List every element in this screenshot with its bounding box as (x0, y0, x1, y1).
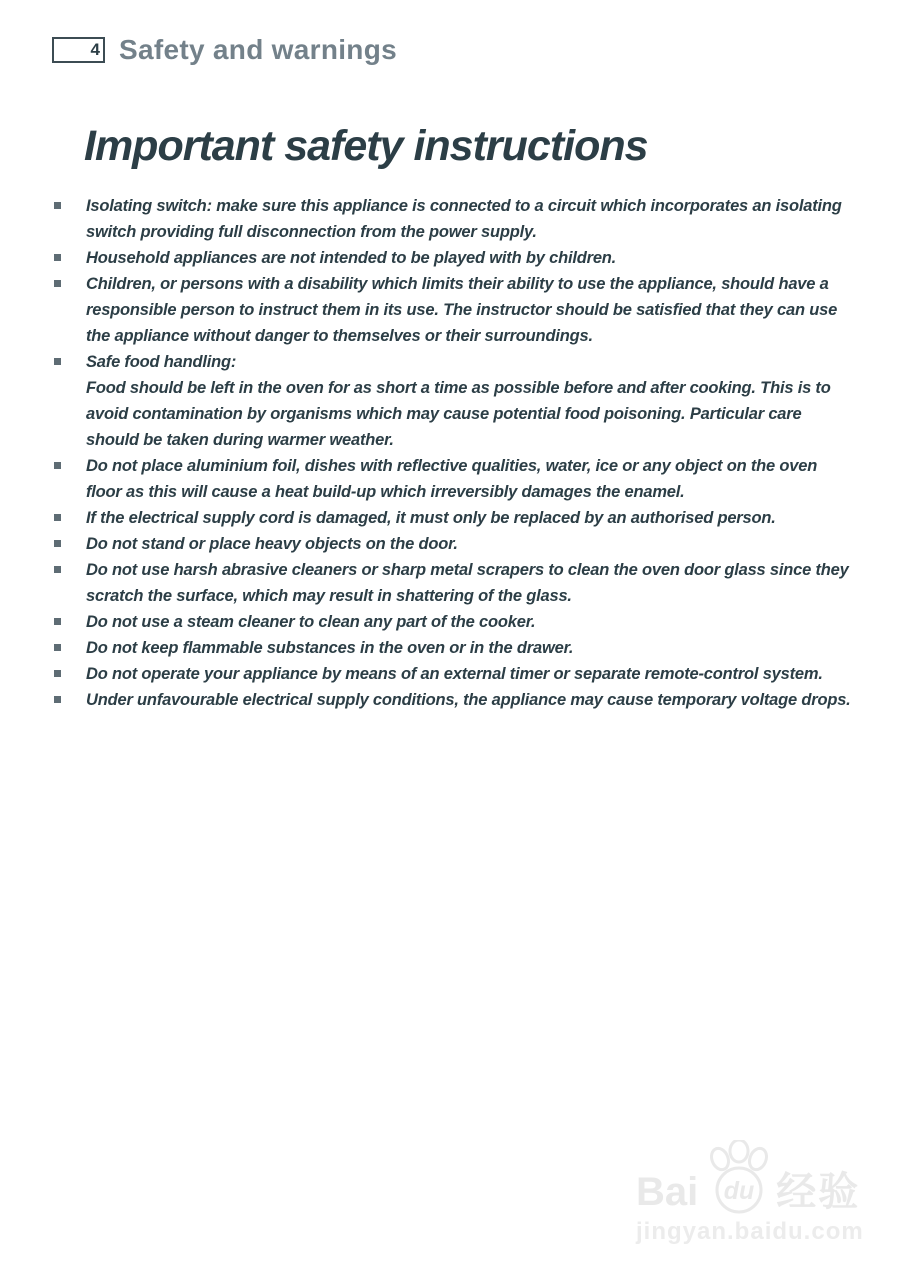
list-item-text: Do not operate your appliance by means of an external timer or separate remote-control system. (86, 665, 823, 683)
bullet-square-icon (54, 358, 61, 365)
list-item-text: Do not keep flammable substances in the oven or in the drawer. (86, 639, 574, 657)
watermark-brand-text: Bai (636, 1170, 699, 1214)
bullet-square-icon (54, 696, 61, 703)
list-item-text: Do not stand or place heavy objects on the door. (86, 535, 458, 553)
list-item (52, 557, 852, 609)
list-item (52, 453, 852, 505)
list-item (52, 245, 852, 271)
section-title: Safety and warnings (119, 34, 397, 65)
bullet-square-icon (54, 462, 61, 469)
list-item (52, 609, 852, 635)
page-number-box (52, 37, 105, 63)
watermark-suffix-text: 经验 (776, 1170, 861, 1214)
list-item-text: Do not use a steam cleaner to clean any part of the cooker. (86, 613, 536, 631)
baidu-paw-icon (700, 1140, 774, 1216)
bullet-square-icon (54, 618, 61, 625)
bullet-square-icon (54, 254, 61, 261)
watermark-brand-row (636, 1140, 896, 1216)
list-item-text: Household appliances are not intended to be played with by children. (86, 249, 617, 267)
bullet-square-icon (54, 670, 61, 677)
bullet-square-icon (54, 202, 61, 209)
safety-instructions-list (52, 193, 852, 713)
list-item (52, 349, 852, 453)
bullet-square-icon (54, 514, 61, 521)
watermark-url: jingyan.baidu.com (636, 1218, 864, 1245)
bullet-square-icon (54, 280, 61, 287)
page-header (52, 34, 397, 66)
list-item-text: Do not use harsh abrasive cleaners or sharp metal scrapers to clean the oven door glass since they scratch the surface, which may result in shattering of the glass. (86, 561, 849, 605)
bullet-square-icon (54, 540, 61, 547)
list-item (52, 193, 852, 245)
list-item-continuation: Food should be left in the oven for as short a time as possible before and after cooking. This is to avoid contamination by organisms which may cause potential food poisoning. Particular care should be taken during warmer weather. (86, 379, 831, 449)
list-item-text: Do not place aluminium foil, dishes with reflective qualities, water, ice or any object on the oven floor as this will cause a heat build-up which irreversibly damages the enamel. (86, 457, 818, 501)
page-title: Important safety instructions (84, 122, 648, 170)
list-item-text: Safe food handling: (86, 353, 237, 371)
baidu-jingyan-watermark (636, 1140, 896, 1246)
list-item (52, 687, 852, 713)
list-item (52, 271, 852, 349)
bullet-square-icon (54, 644, 61, 651)
list-item-text: If the electrical supply cord is damaged, it must only be replaced by an authorised person. (86, 509, 776, 527)
list-item-text: Isolating switch: make sure this appliance is connected to a circuit which incorporates an isolating switch providing full disconnection from the power supply. (86, 197, 842, 241)
bullet-square-icon (54, 566, 61, 573)
page-number: 4 (90, 39, 100, 59)
list-item (52, 505, 852, 531)
list-item (52, 635, 852, 661)
list-item (52, 661, 852, 687)
list-item-text: Under unfavourable electrical supply conditions, the appliance may cause temporary voltage drops. (86, 691, 851, 709)
watermark-paw-text: du (723, 1177, 755, 1205)
list-item (52, 531, 852, 557)
list-item-text: Children, or persons with a disability which limits their ability to use the appliance, should have a responsible person to instruct them in its use. The instructor should be satisfied that they can use the appliance without danger to themselves or their surroundings. (86, 275, 838, 345)
